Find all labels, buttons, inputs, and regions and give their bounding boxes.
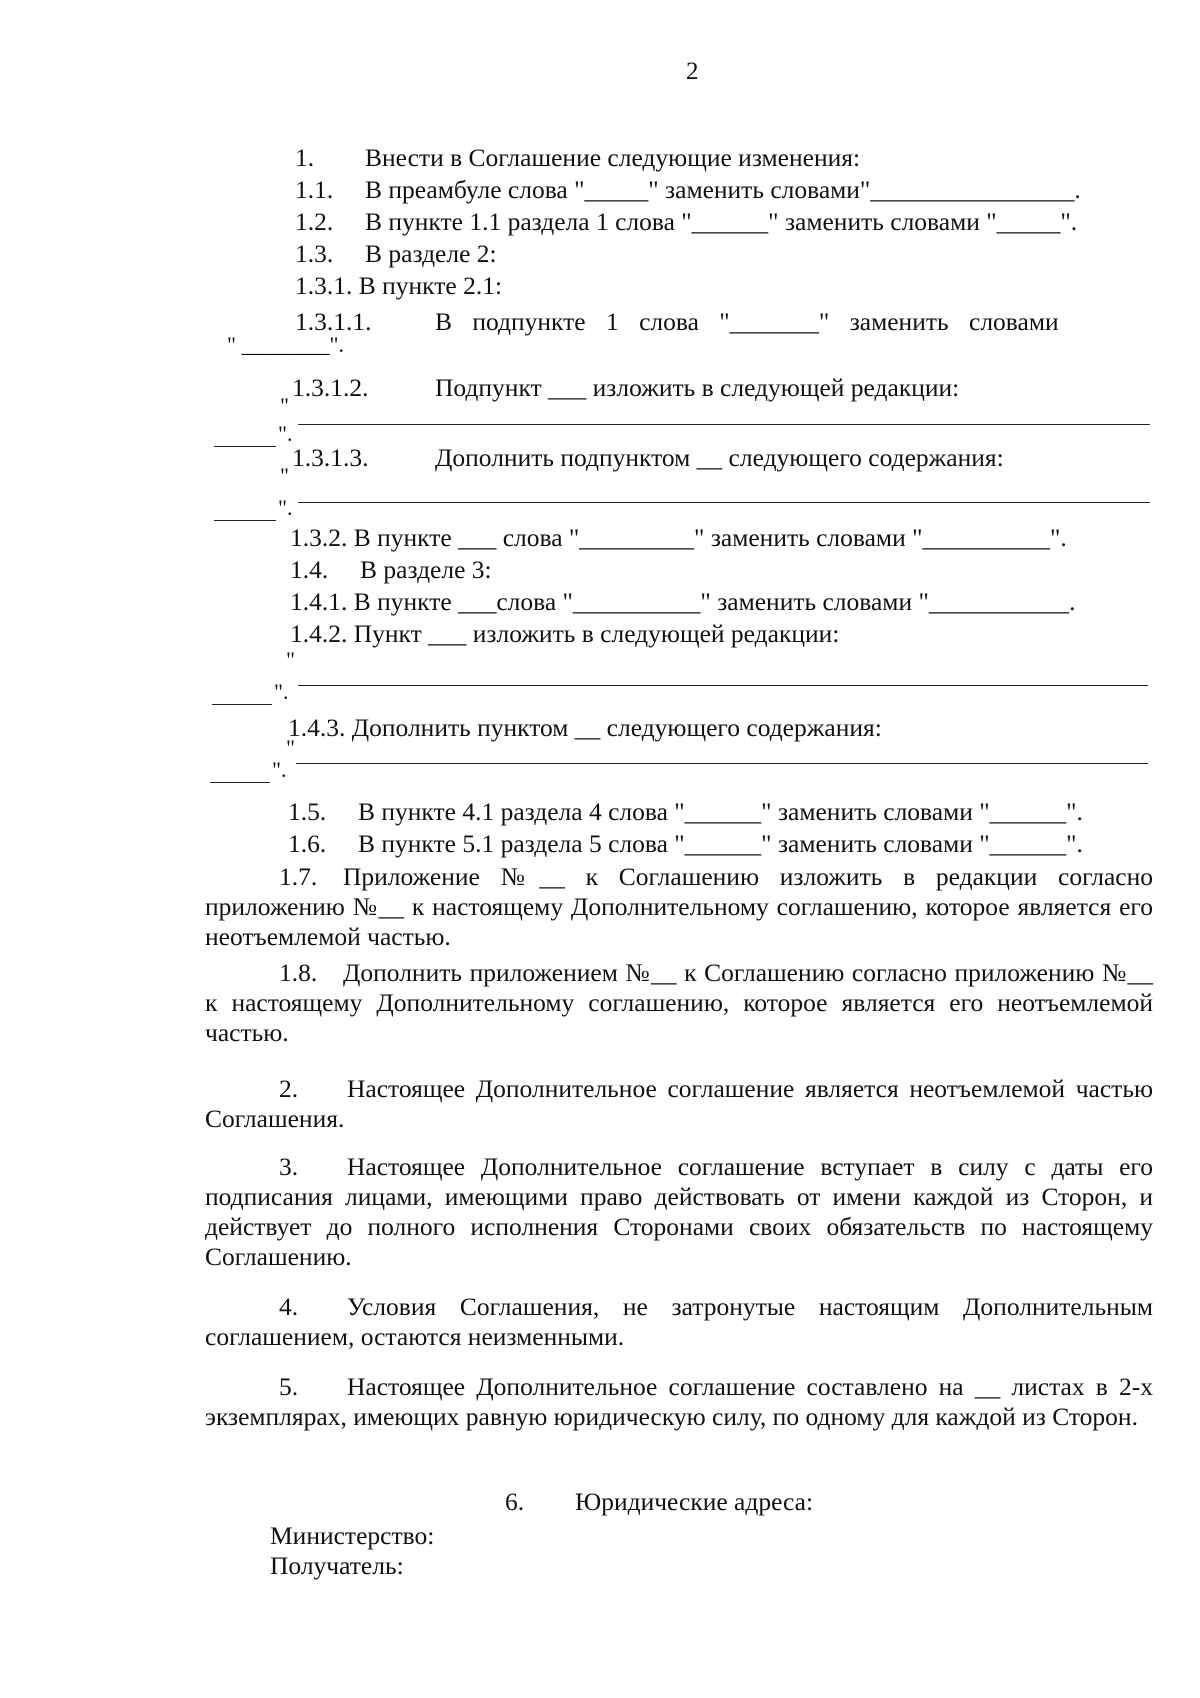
section-5: [205, 1372, 1153, 1432]
item-text: 1.3.2. В пункте ___ слова "_________" заменить словами "__________".: [290, 523, 1067, 552]
item-1-4-3: [288, 712, 882, 744]
open-quote: ": [286, 647, 295, 672]
item-number: 1.3.: [295, 239, 334, 268]
item-number: 1.8.: [279, 958, 318, 987]
fill-line-short: [214, 520, 276, 521]
item-1-3: [295, 238, 497, 270]
item-text: В пункте 5.1 раздела 5 слова "______" заменить словами "______".: [358, 829, 1083, 858]
item-number: 1.6.: [288, 829, 327, 858]
section-text: Настоящее Дополнительное соглашение является неотъемлемой частью Соглашения.: [205, 1074, 1153, 1133]
item-1-1: [295, 174, 1081, 206]
item-text: Дополнить подпунктом __ следующего содержания:: [435, 443, 1004, 472]
item-1-3-1-1-cont: " ________".: [227, 332, 344, 357]
item-1-8: [205, 958, 1153, 1048]
open-quote: ": [280, 393, 289, 418]
item-text: Дополнить приложением №__ к Соглашению согласно приложению №__ к настоящему Дополнительному соглашению, которое является его неотъемлемой частью.: [205, 958, 1153, 1047]
item-text: В разделе 2:: [365, 239, 497, 268]
fill-line: [298, 502, 1150, 503]
item-number: 1.4.: [290, 555, 329, 584]
item-text: 1.4.2. Пункт ___ изложить в следующей редакции:: [290, 619, 840, 648]
section-4: [205, 1292, 1153, 1352]
fill-line-short: [212, 704, 272, 705]
item-text: В подпункте 1 слова "_______" заменить словами: [435, 307, 1059, 336]
fill-line: [298, 424, 1150, 425]
item-number: 1.1.: [295, 175, 334, 204]
close-quote: ".: [274, 679, 289, 704]
item-number: 1.3.1.3.: [292, 443, 369, 472]
item-text: В преамбуле слова "_____" заменить словами"________________.: [365, 175, 1081, 204]
section-text: Условия Соглашения, не затронутые настоящим Дополнительным соглашением, остаются неизменными.: [205, 1292, 1153, 1351]
fill-line: [298, 685, 1148, 686]
item-text: 1.4.1. В пункте ___слова "__________" заменить словами "___________.: [290, 587, 1076, 616]
item-1-7: [205, 862, 1153, 952]
section-text: Юридические адреса:: [575, 1487, 814, 1516]
item-1-3-1-1: [295, 306, 1170, 338]
section-3: [205, 1152, 1153, 1272]
item-text: В разделе 3:: [360, 555, 492, 584]
item-text: 1.4.3. Дополнить пунктом __ следующего содержания:: [288, 713, 882, 742]
ministry-label: Министерство:: [270, 1521, 435, 1550]
open-quote: ": [286, 735, 295, 760]
fill-line-short: [214, 446, 276, 447]
item-number: 1.2.: [295, 207, 334, 236]
item-text: Внести в Соглашение следующие изменения:: [365, 143, 861, 172]
fill-line: [296, 763, 1148, 764]
section-number: 3.: [279, 1152, 299, 1181]
fill-line-short: [210, 782, 270, 783]
item-1-4: [290, 554, 492, 586]
item-number: 1.3.1.1.: [295, 307, 372, 336]
item-text: 1.3.1. В пункте 2.1:: [295, 271, 503, 300]
close-quote: ".: [272, 757, 287, 782]
item-1-4-2: [290, 618, 839, 650]
item-number: 1.3.1.2.: [292, 373, 369, 402]
page-number: 2: [686, 58, 699, 85]
section-number: 4.: [279, 1292, 299, 1321]
section-6: [505, 1486, 813, 1518]
item-text: Подпункт ___ изложить в следующей редакции:: [435, 373, 960, 402]
item-1-3-1-2: [292, 372, 959, 404]
close-quote: ".: [278, 421, 293, 446]
item-number: 1.7.: [279, 862, 318, 891]
open-quote: ": [280, 463, 289, 488]
section-text: Настоящее Дополнительное соглашение составлено на __ листах в 2-х экземплярах, имеющих равную юридическую силу, по одному для каждой из Сторон.: [205, 1372, 1153, 1431]
item-1-3-2: [290, 522, 1067, 554]
item-text: Приложение №__ к Соглашению изложить в редакции согласно приложению №__ к настоящему Дополнительному соглашению, которое является его неотъемлемой частью.: [205, 862, 1153, 951]
section-2: [205, 1074, 1153, 1134]
item-1: [295, 142, 860, 174]
item-1-3-1-3: [292, 442, 1004, 474]
section-number: 2.: [279, 1074, 299, 1103]
section-text: Настоящее Дополнительное соглашение вступает в силу с даты его подписания лицами, имеющими право действовать от имени каждой из Сторон, и действует до полного исполнения Сторонами своих обязательств по настоящему Соглашению.: [205, 1152, 1153, 1271]
item-text: В пункте 4.1 раздела 4 слова "______" заменить словами "______".: [358, 797, 1083, 826]
section-number: 6.: [505, 1487, 525, 1516]
item-1-4-1: [290, 586, 1076, 618]
item-1-3-1: [295, 270, 502, 302]
recipient-label: Получатель:: [270, 1551, 404, 1580]
item-number: 1.5.: [288, 797, 327, 826]
item-text: В пункте 1.1 раздела 1 слова "______" заменить словами "_____".: [365, 207, 1078, 236]
close-quote: ".: [278, 495, 293, 520]
item-1-5: [288, 796, 1083, 828]
section-number: 5.: [279, 1372, 299, 1401]
item-number: 1.: [295, 143, 315, 172]
item-1-6: [288, 828, 1083, 860]
item-1-2: [295, 206, 1077, 238]
